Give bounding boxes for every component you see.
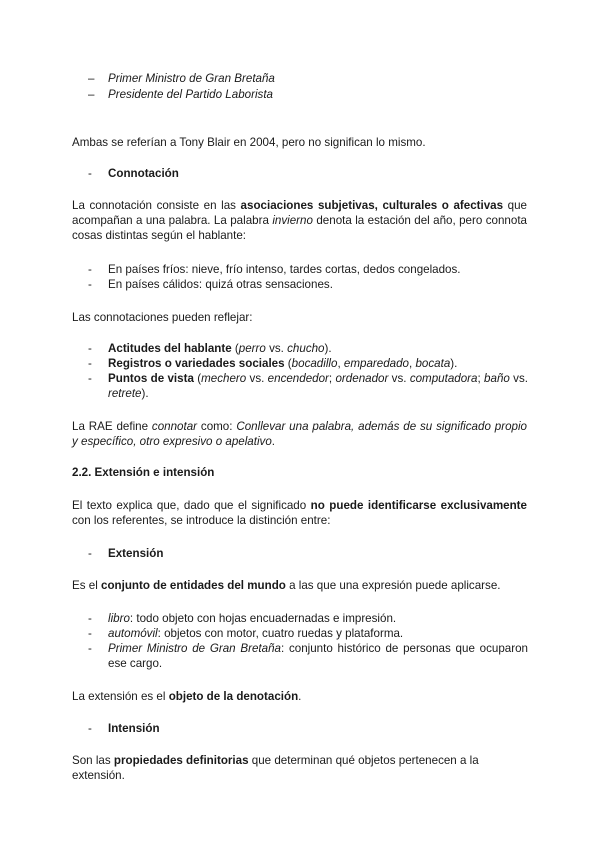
list-item-automovil: automóvil: objetos con motor, cuatro ruedas y plataforma.: [108, 627, 404, 640]
list-item-actitudes: Actitudes del hablante (perro vs. chucho).: [108, 342, 332, 355]
list-item-libro: libro: todo objeto con hojas encuadernadas e impresión.: [108, 612, 397, 625]
heading-dash: -: [88, 167, 92, 180]
paragraph-texto: El texto explica que, dado que el significado no puede identificarse exclusivamente con los referentes, se introduce la distinción entre:: [72, 499, 527, 527]
list-dash: -: [88, 357, 92, 370]
list-item-puntos-de-vista: Puntos de vista (mechero vs. encendedor; ordenador vs. computadora; baño vs. retrete).: [108, 372, 528, 400]
list-dash: -: [88, 342, 92, 355]
heading-dash: -: [88, 722, 92, 735]
list-dash: -: [88, 372, 92, 385]
list-item-paises-frios: En países fríos: nieve, frío intenso, tardes cortas, dedos congelados.: [108, 263, 461, 276]
list-dash: -: [88, 278, 92, 291]
paragraph-laext: La extensión es el objeto de la denotación.: [72, 690, 302, 703]
section-heading-extension-intension: 2.2. Extensión e intensión: [72, 466, 215, 479]
paragraph-connotacion: La connotación consiste en las asociaciones subjetivas, culturales o afectivas que acompañan a una palabra. La palabra invierno denota la estación del año, pero connota cosas distintas según el hablante:: [72, 199, 527, 242]
list-item-primer-ministro-cargo: Primer Ministro de Gran Bretaña: conjunto histórico de personas que ocuparon ese cargo.: [108, 642, 528, 670]
heading-dash: -: [88, 547, 92, 560]
paragraph-son: Son las propiedades definitorias que determinan qué objetos pertenecen a la extensión.: [72, 754, 479, 782]
list-dash: -: [88, 263, 92, 276]
list-item-paises-calidos: En países cálidos: quizá otras sensaciones.: [108, 278, 333, 291]
heading-extension: Extensión: [108, 547, 164, 560]
list-item-registros: Registros o variedades sociales (bocadillo, emparedado, bocata).: [108, 357, 458, 370]
paragraph-reflejar: Las connotaciones pueden reflejar:: [72, 311, 253, 324]
list-dash: –: [88, 72, 95, 85]
list-dash: -: [88, 627, 92, 640]
heading-intension: Intensión: [108, 722, 160, 735]
list-dash: -: [88, 612, 92, 625]
paragraph-rae: La RAE define connotar como: Conllevar una palabra, además de su significado propio y específico, otro expresivo o apelativo.: [72, 420, 527, 448]
paragraph-conjunto: Es el conjunto de entidades del mundo a las que una expresión puede aplicarse.: [72, 579, 501, 592]
list-dash: –: [88, 88, 95, 101]
paragraph-ambas: Ambas se referían a Tony Blair en 2004, pero no significan lo mismo.: [72, 136, 426, 149]
heading-connotacion: Connotación: [108, 167, 179, 180]
list-item-primer-ministro: Primer Ministro de Gran Bretaña: [108, 72, 275, 85]
list-dash: -: [88, 642, 92, 655]
list-item-presidente: Presidente del Partido Laborista: [108, 88, 273, 101]
